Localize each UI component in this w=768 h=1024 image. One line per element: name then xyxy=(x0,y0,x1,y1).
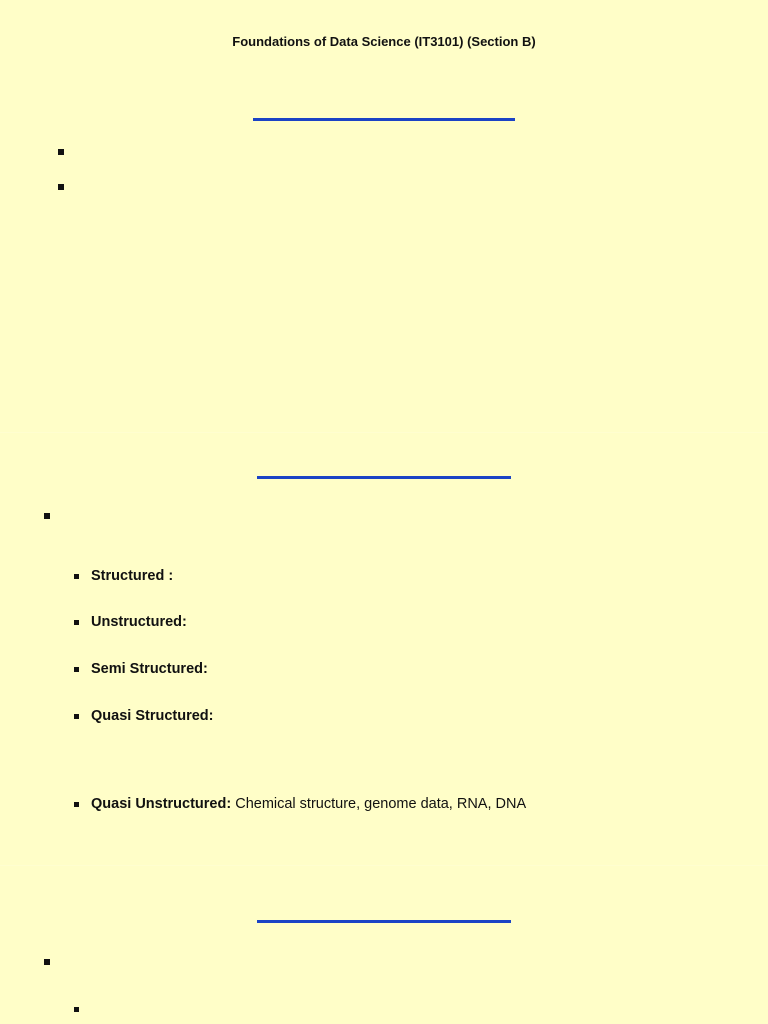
slide-1 xyxy=(0,0,768,432)
bullet-icon xyxy=(44,959,50,965)
bullet-icon xyxy=(44,513,50,519)
list-item-label: Semi Structured: xyxy=(91,661,208,677)
slide-3 xyxy=(0,866,768,1024)
list-item-label: Quasi Unstructured: xyxy=(91,796,232,812)
bullet-icon xyxy=(74,667,79,672)
page-title: Foundations of Data Science (IT3101) (Section B) xyxy=(232,34,536,49)
bullet-icon xyxy=(74,802,79,807)
list-item-text: Chemical structure, genome data, RNA, DNA xyxy=(231,796,527,812)
bullet-icon xyxy=(74,1007,79,1012)
bullet-icon xyxy=(74,574,79,579)
title-underline xyxy=(257,920,511,923)
slide-2 xyxy=(0,433,768,865)
title-underline xyxy=(257,476,511,479)
title-underline xyxy=(253,118,515,121)
list-item-quasi-structured xyxy=(91,708,213,724)
list-item-structured xyxy=(91,568,173,584)
list-item-label: Structured : xyxy=(91,568,174,584)
bullet-icon xyxy=(58,184,64,190)
list-item-label: Quasi Structured: xyxy=(91,708,214,724)
list-item-label: Unstructured: xyxy=(91,614,187,630)
bullet-icon xyxy=(74,620,79,625)
bullet-icon xyxy=(74,714,79,719)
list-item-quasi-unstructured xyxy=(91,796,526,812)
list-item-unstructured xyxy=(91,614,187,630)
bullet-icon xyxy=(58,149,64,155)
list-item-semi-structured xyxy=(91,661,208,677)
